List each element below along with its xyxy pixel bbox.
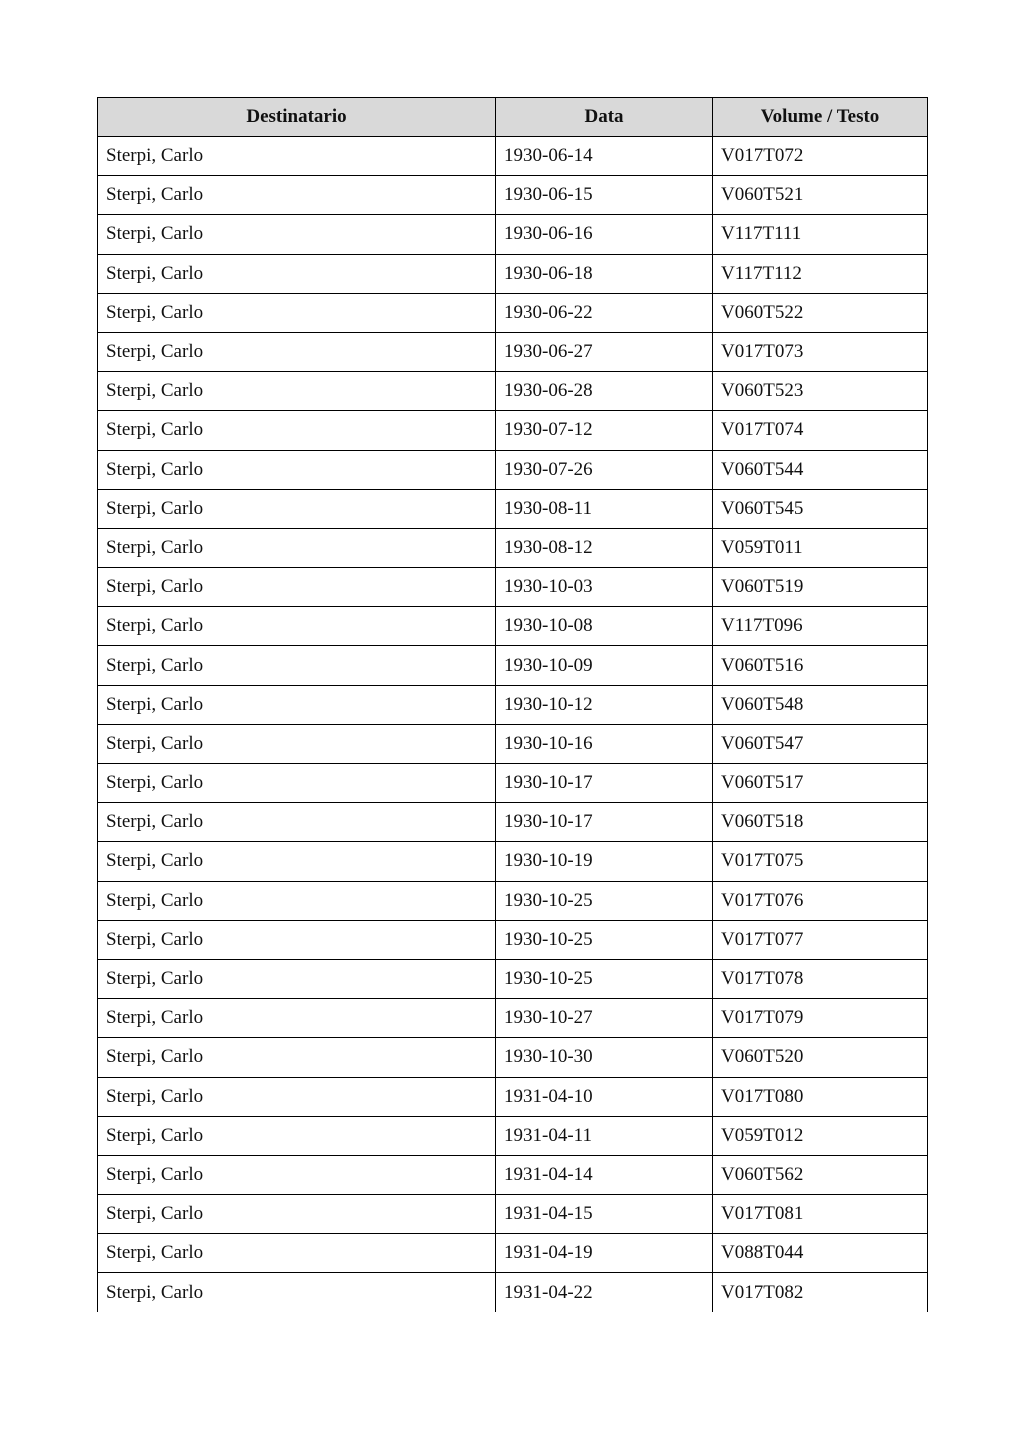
table-row — [98, 607, 928, 646]
cell-recipient: Sterpi, Carlo — [98, 450, 496, 489]
table-row — [98, 254, 928, 293]
cell-date: 1930-06-22 — [496, 293, 713, 332]
table-row — [98, 568, 928, 607]
cell-volume-text: V017T076 — [713, 881, 928, 920]
cell-recipient: Sterpi, Carlo — [98, 724, 496, 763]
cell-recipient: Sterpi, Carlo — [98, 1155, 496, 1194]
table-row — [98, 215, 928, 254]
table-row — [98, 646, 928, 685]
cell-date: 1931-04-19 — [496, 1234, 713, 1273]
cell-volume-text: V017T073 — [713, 332, 928, 371]
cell-date: 1931-04-22 — [496, 1273, 713, 1312]
cell-date: 1930-08-12 — [496, 528, 713, 567]
cell-recipient: Sterpi, Carlo — [98, 411, 496, 450]
table-row — [98, 372, 928, 411]
cell-recipient: Sterpi, Carlo — [98, 293, 496, 332]
cell-recipient: Sterpi, Carlo — [98, 1038, 496, 1077]
cell-volume-text: V017T082 — [713, 1273, 928, 1312]
cell-volume-text: V060T547 — [713, 724, 928, 763]
cell-recipient: Sterpi, Carlo — [98, 920, 496, 959]
cell-date: 1930-06-15 — [496, 176, 713, 215]
cell-date: 1930-06-16 — [496, 215, 713, 254]
cell-volume-text: V017T072 — [713, 137, 928, 176]
cell-volume-text: V060T516 — [713, 646, 928, 685]
table-row — [98, 137, 928, 176]
cell-date: 1930-10-12 — [496, 685, 713, 724]
table-row — [98, 881, 928, 920]
table-row — [98, 764, 928, 803]
cell-recipient: Sterpi, Carlo — [98, 1195, 496, 1234]
cell-recipient: Sterpi, Carlo — [98, 881, 496, 920]
cell-recipient: Sterpi, Carlo — [98, 803, 496, 842]
table-body — [98, 137, 928, 1313]
cell-volume-text: V060T521 — [713, 176, 928, 215]
cell-recipient: Sterpi, Carlo — [98, 176, 496, 215]
table-row — [98, 803, 928, 842]
cell-recipient: Sterpi, Carlo — [98, 489, 496, 528]
cell-volume-text: V060T544 — [713, 450, 928, 489]
cell-date: 1930-08-11 — [496, 489, 713, 528]
cell-date: 1930-10-27 — [496, 999, 713, 1038]
cell-recipient: Sterpi, Carlo — [98, 842, 496, 881]
header-row — [98, 98, 928, 137]
letters-table — [97, 97, 928, 1312]
cell-date: 1930-06-27 — [496, 332, 713, 371]
cell-date: 1930-06-14 — [496, 137, 713, 176]
table-row — [98, 1234, 928, 1273]
cell-volume-text: V017T075 — [713, 842, 928, 881]
cell-volume-text: V060T518 — [713, 803, 928, 842]
table-row — [98, 1116, 928, 1155]
cell-date: 1930-06-18 — [496, 254, 713, 293]
cell-date: 1931-04-11 — [496, 1116, 713, 1155]
table-row — [98, 959, 928, 998]
table-row — [98, 293, 928, 332]
cell-recipient: Sterpi, Carlo — [98, 1273, 496, 1312]
cell-volume-text: V017T077 — [713, 920, 928, 959]
cell-date: 1930-10-25 — [496, 881, 713, 920]
table-row — [98, 920, 928, 959]
cell-volume-text: V060T545 — [713, 489, 928, 528]
cell-recipient: Sterpi, Carlo — [98, 332, 496, 371]
header-date: Data — [496, 98, 713, 137]
table-row — [98, 685, 928, 724]
cell-recipient: Sterpi, Carlo — [98, 999, 496, 1038]
cell-recipient: Sterpi, Carlo — [98, 685, 496, 724]
cell-recipient: Sterpi, Carlo — [98, 568, 496, 607]
cell-date: 1930-10-17 — [496, 764, 713, 803]
table-row — [98, 1195, 928, 1234]
cell-date: 1931-04-15 — [496, 1195, 713, 1234]
cell-date: 1931-04-10 — [496, 1077, 713, 1116]
cell-volume-text: V117T112 — [713, 254, 928, 293]
table-row — [98, 528, 928, 567]
table-header — [98, 98, 928, 137]
table-row — [98, 1038, 928, 1077]
table-row — [98, 1273, 928, 1312]
cell-recipient: Sterpi, Carlo — [98, 215, 496, 254]
cell-date: 1930-10-19 — [496, 842, 713, 881]
cell-date: 1930-10-25 — [496, 920, 713, 959]
cell-volume-text: V060T562 — [713, 1155, 928, 1194]
cell-date: 1930-10-25 — [496, 959, 713, 998]
cell-volume-text: V060T520 — [713, 1038, 928, 1077]
cell-date: 1930-10-17 — [496, 803, 713, 842]
cell-volume-text: V017T074 — [713, 411, 928, 450]
cell-recipient: Sterpi, Carlo — [98, 646, 496, 685]
cell-volume-text: V059T012 — [713, 1116, 928, 1155]
cell-volume-text: V059T011 — [713, 528, 928, 567]
cell-recipient: Sterpi, Carlo — [98, 137, 496, 176]
cell-volume-text: V117T096 — [713, 607, 928, 646]
cell-volume-text: V088T044 — [713, 1234, 928, 1273]
table-row — [98, 842, 928, 881]
cell-recipient: Sterpi, Carlo — [98, 1116, 496, 1155]
cell-volume-text: V060T522 — [713, 293, 928, 332]
table-row — [98, 724, 928, 763]
cell-recipient: Sterpi, Carlo — [98, 254, 496, 293]
cell-volume-text: V060T523 — [713, 372, 928, 411]
cell-date: 1930-10-09 — [496, 646, 713, 685]
cell-date: 1930-10-30 — [496, 1038, 713, 1077]
table-row — [98, 176, 928, 215]
table-row — [98, 450, 928, 489]
cell-date: 1930-10-03 — [496, 568, 713, 607]
cell-volume-text: V017T081 — [713, 1195, 928, 1234]
cell-volume-text: V017T078 — [713, 959, 928, 998]
cell-recipient: Sterpi, Carlo — [98, 528, 496, 567]
cell-volume-text: V017T079 — [713, 999, 928, 1038]
cell-volume-text: V060T548 — [713, 685, 928, 724]
cell-date: 1930-10-16 — [496, 724, 713, 763]
cell-recipient: Sterpi, Carlo — [98, 959, 496, 998]
table-row — [98, 489, 928, 528]
cell-volume-text: V060T517 — [713, 764, 928, 803]
table-row — [98, 999, 928, 1038]
cell-volume-text: V060T519 — [713, 568, 928, 607]
cell-recipient: Sterpi, Carlo — [98, 1077, 496, 1116]
cell-date: 1930-07-26 — [496, 450, 713, 489]
cell-recipient: Sterpi, Carlo — [98, 1234, 496, 1273]
cell-date: 1931-04-14 — [496, 1155, 713, 1194]
cell-recipient: Sterpi, Carlo — [98, 372, 496, 411]
cell-date: 1930-10-08 — [496, 607, 713, 646]
header-volume-text: Volume / Testo — [713, 98, 928, 137]
table-row — [98, 332, 928, 371]
cell-recipient: Sterpi, Carlo — [98, 607, 496, 646]
cell-volume-text: V117T111 — [713, 215, 928, 254]
table-row — [98, 411, 928, 450]
cell-date: 1930-07-12 — [496, 411, 713, 450]
header-recipient: Destinatario — [98, 98, 496, 137]
cell-volume-text: V017T080 — [713, 1077, 928, 1116]
table-row — [98, 1077, 928, 1116]
cell-recipient: Sterpi, Carlo — [98, 764, 496, 803]
table-row — [98, 1155, 928, 1194]
cell-date: 1930-06-28 — [496, 372, 713, 411]
